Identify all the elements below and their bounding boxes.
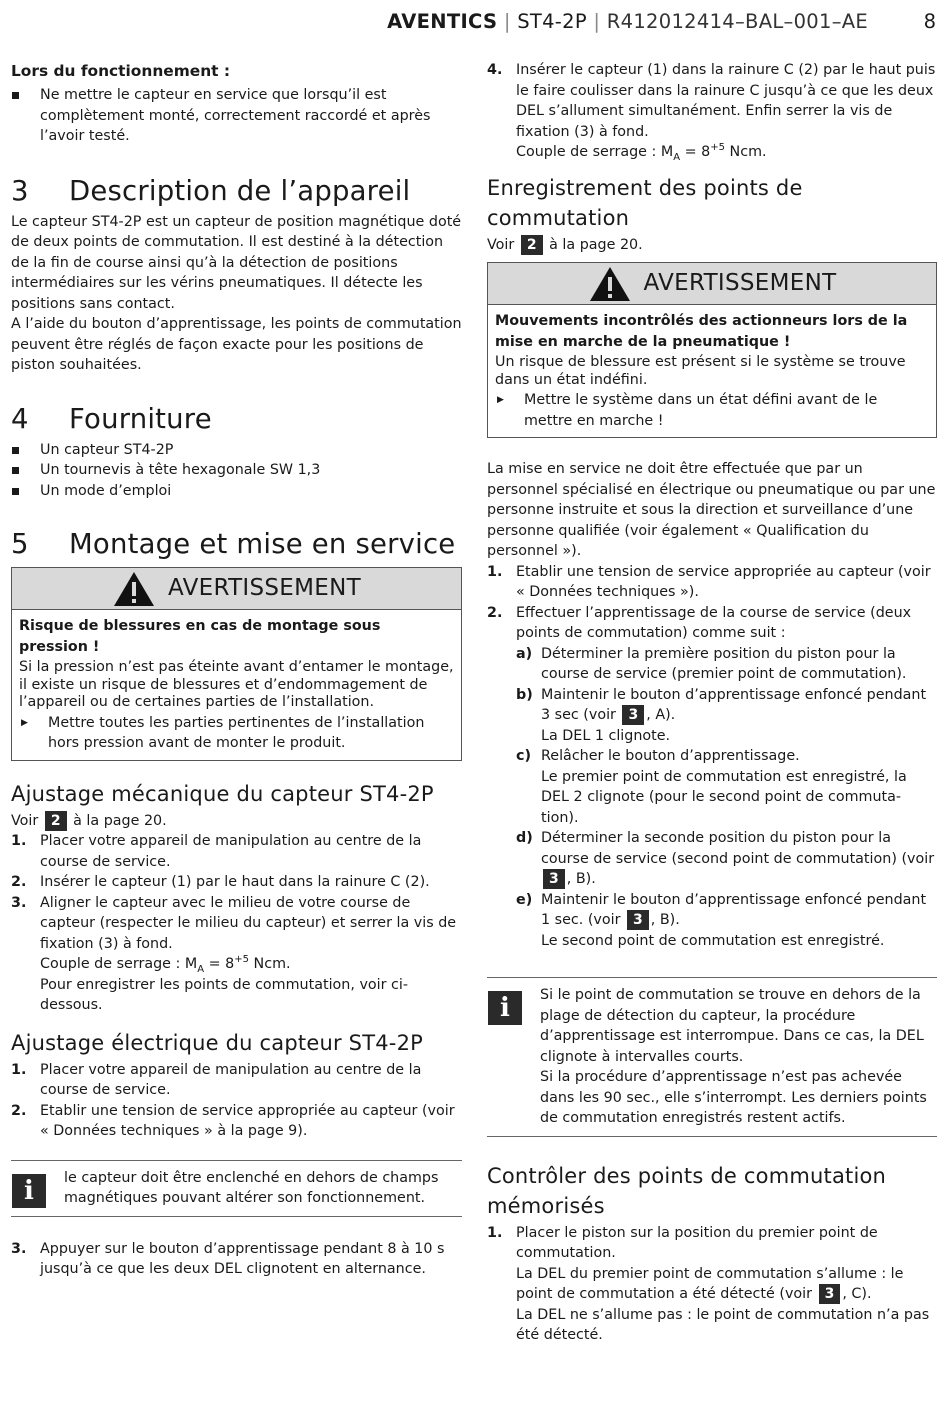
substep-text: Déterminer la seconde position du piston pour la course de service (second point de commutation) (voir bbox=[541, 830, 935, 867]
substep-text: Maintenir le bouton d’apprentissage enfoncé pendant 3 sec (voir bbox=[541, 686, 927, 723]
mech-see-figure bbox=[11, 811, 462, 832]
see-text: Voir bbox=[487, 236, 515, 253]
warning-consequence: Un risque de blessure est présent si le système se trouve dans un état indéfini. bbox=[495, 354, 906, 388]
mech-note: Pour enregistrer les points de commutation, voir ci-dessous. bbox=[40, 976, 409, 1013]
check-steps bbox=[487, 1223, 937, 1346]
step-text: Placer votre appareil de manipulation au centre de la course de service. bbox=[40, 833, 422, 870]
list-item bbox=[11, 1101, 462, 1142]
warning-box bbox=[487, 262, 937, 438]
elec-steps bbox=[11, 1060, 462, 1142]
header-separator: | bbox=[593, 10, 601, 33]
header-brand: AVENTICS bbox=[387, 10, 498, 33]
commissioning-steps bbox=[487, 562, 937, 952]
warning-hazard: Risque de blessures en cas de montage sous pression ! bbox=[19, 618, 381, 655]
list-item bbox=[11, 831, 462, 872]
step-text: Etablir une tension de service appropriée au capteur (voir « Données techniques » à la page 9). bbox=[40, 1102, 455, 1139]
page-number: 8 bbox=[923, 10, 936, 33]
substep-text: , B). bbox=[650, 912, 680, 928]
info-note bbox=[487, 977, 937, 1137]
torque-spec bbox=[40, 954, 462, 975]
substep-letter: e) bbox=[516, 891, 533, 908]
step-number: 4. bbox=[487, 62, 503, 78]
warning-header bbox=[12, 568, 461, 610]
substep-letter: d) bbox=[516, 830, 533, 846]
substep-result: Le second point de commutation est enregistré. bbox=[541, 932, 885, 949]
sec3-paragraph-1: Le capteur ST4-2P est un capteur de position magnétique doté de deux points de commutation. Il est destiné à la détection de la fin de course ainsi qu’à la détection de positions intermédiaires sur les vérins pneumatiques. Il détecte les positions sans contact. bbox=[11, 213, 462, 312]
section-title: Montage et mise en service bbox=[69, 528, 456, 560]
list-item bbox=[516, 644, 937, 685]
page-header bbox=[0, 8, 950, 34]
substep-text: Maintenir le bouton d’apprentissage enfoncé pendant 1 sec. (voir bbox=[541, 891, 927, 928]
list-item bbox=[516, 828, 937, 890]
step-text: Effectuer l’apprentissage de la course de service (deux points de commutation) comme suit : bbox=[516, 604, 912, 641]
substep-result: Le premier point de commutation est enregistré, la DEL 2 clignote (pour le second point de commuta-tion). bbox=[541, 768, 907, 826]
info-icon: i bbox=[488, 991, 522, 1025]
step-text: Insérer le capteur (1) par le haut dans la rainure C (2). bbox=[40, 874, 430, 890]
section-5-heading bbox=[11, 527, 462, 561]
warning-action: ▶ Mettre le système dans un état défini avant de le mettre en marche ! bbox=[495, 390, 929, 431]
step-text: Placer le piston sur la position du premier point de commutation. bbox=[516, 1224, 878, 1261]
mech-adjust-heading: Ajustage mécanique du capteur ST4-2P bbox=[11, 781, 434, 806]
step-text: Aligner le capteur avec le milieu de votre course de capteur (respecter le milieu du capteur) et serrer la vis de fixation (3) à fond. bbox=[40, 894, 457, 952]
registration-see-figure bbox=[487, 235, 937, 256]
check-result bbox=[516, 1264, 937, 1305]
teach-substeps bbox=[516, 644, 937, 952]
torque-superscript: +5 bbox=[710, 142, 725, 153]
list-item: Ne mettre le capteur en service que lorsqu’il est complètement monté, correctement raccordé et après l’avoir testé. bbox=[11, 85, 462, 147]
list-item bbox=[11, 893, 462, 1016]
substep-text: Relâcher le bouton d’apprentissage. bbox=[541, 748, 800, 764]
list-item bbox=[487, 1223, 937, 1346]
torque-text: Couple de serrage : M bbox=[40, 956, 198, 972]
info-icon: i bbox=[12, 1174, 46, 1208]
torque-text: = 8 bbox=[680, 144, 711, 160]
warning-triangle-icon bbox=[588, 265, 632, 303]
step-number: 3. bbox=[11, 894, 27, 911]
list-item: Un capteur ST4-2P bbox=[11, 440, 462, 461]
warning-consequence: Si la pression n’est pas éteinte avant d’entamer le montage, il existe un risque de blessures et d’endommagement de l’appareil ou de certaines parties de l’installation. bbox=[19, 659, 454, 710]
substep-text: Déterminer la première position du piston pour la course de service (premier point de commutation). bbox=[541, 645, 907, 682]
warning-triangle-icon bbox=[112, 570, 156, 608]
registration-heading: Enregistrement des points de commutation bbox=[487, 175, 803, 230]
section-4-heading bbox=[11, 402, 462, 436]
warning-actions bbox=[19, 713, 454, 754]
mech-steps bbox=[11, 831, 462, 1016]
section-3-heading bbox=[11, 174, 462, 208]
see-text: à la page 20. bbox=[549, 236, 643, 253]
torque-subscript: A bbox=[673, 152, 681, 163]
warning-box bbox=[11, 567, 462, 761]
step-number: 2. bbox=[11, 874, 27, 890]
elec-steps-continued bbox=[11, 1239, 462, 1280]
step-text: Etablir une tension de service appropriée au capteur (voir « Données techniques »). bbox=[516, 563, 931, 600]
header-separator: | bbox=[503, 10, 511, 33]
step-number: 2. bbox=[487, 604, 503, 621]
warning-title: AVERTISSEMENT bbox=[168, 575, 361, 602]
figure-ref-badge: 3 bbox=[543, 869, 565, 889]
substep-text: , A). bbox=[646, 707, 676, 723]
warning-title: AVERTISSEMENT bbox=[643, 270, 837, 297]
step-number: 1. bbox=[11, 1061, 27, 1078]
info-text: le capteur doit être enclenché en dehors de champs magnétiques pouvant altérer son fonctionnement. bbox=[64, 1169, 439, 1206]
list-item bbox=[516, 890, 937, 952]
substep-letter: c) bbox=[516, 748, 532, 764]
list-item bbox=[487, 562, 937, 603]
right-column bbox=[487, 60, 937, 1346]
header-product: ST4-2P bbox=[517, 10, 587, 33]
step-number: 1. bbox=[11, 833, 27, 849]
figure-ref-badge: 2 bbox=[521, 235, 543, 255]
list-item bbox=[11, 1239, 462, 1280]
section-number: 3 bbox=[11, 174, 29, 207]
step-text: Appuyer sur le bouton d’apprentissage pendant 8 à 10 s jusqu’à ce que les deux DEL clignotent en alternance. bbox=[40, 1240, 445, 1277]
torque-text: Ncm. bbox=[248, 956, 291, 972]
list-item: Un tournevis à tête hexagonale SW 1,3 bbox=[11, 460, 462, 481]
torque-text: Couple de serrage : M bbox=[516, 144, 674, 160]
figure-ref-badge: 2 bbox=[45, 811, 67, 831]
substep-letter: a) bbox=[516, 645, 533, 662]
elec-step-4 bbox=[487, 60, 937, 163]
see-text: Voir bbox=[11, 812, 39, 829]
delivery-list bbox=[11, 440, 462, 502]
torque-superscript: +5 bbox=[234, 954, 249, 965]
section-number: 4 bbox=[11, 402, 29, 435]
result-text: , C). bbox=[842, 1286, 872, 1302]
list-item bbox=[11, 1060, 462, 1101]
list-item bbox=[516, 746, 937, 828]
step-number: 1. bbox=[487, 563, 503, 580]
warning-header bbox=[488, 263, 936, 305]
list-item bbox=[11, 872, 462, 893]
header-doc-number: R412012414–BAL–001–AE bbox=[606, 10, 868, 33]
info-note bbox=[11, 1160, 462, 1217]
header-title bbox=[387, 10, 868, 34]
substep-text: , B). bbox=[566, 871, 596, 887]
figure-ref-badge: 3 bbox=[627, 910, 649, 930]
warning-action: ▶ Mettre toutes les parties pertinentes de l’installation hors pression avant de monter le produit. bbox=[19, 713, 454, 754]
list-item: Un mode d’emploi bbox=[11, 481, 462, 502]
section-title: Description de l’appareil bbox=[69, 174, 411, 207]
list-item bbox=[516, 685, 937, 747]
see-text: à la page 20. bbox=[73, 812, 167, 829]
sec3-paragraph-2: A l’aide du bouton d’apprentissage, les points de commutation peuvent être réglés de façon exacte pour les positions de piston souhaitées. bbox=[11, 316, 462, 373]
figure-ref-badge: 3 bbox=[622, 705, 644, 725]
elec-adjust-heading: Ajustage électrique du capteur ST4-2P bbox=[11, 1030, 423, 1055]
step-number: 3. bbox=[11, 1240, 27, 1257]
figure-ref-badge: 3 bbox=[819, 1284, 841, 1304]
list-item bbox=[487, 603, 937, 952]
warning-body bbox=[488, 305, 936, 437]
step-number: 2. bbox=[11, 1102, 27, 1119]
warning-actions bbox=[495, 390, 929, 431]
info-text: Si la procédure d’apprentissage n’est pas achevée dans les 90 sec., elle s’interrompt. Les derniers points de commutation enregistrés restent actifs. bbox=[540, 1069, 927, 1126]
operation-heading: Lors du fonctionnement : bbox=[11, 62, 231, 80]
warning-body bbox=[12, 610, 461, 760]
operation-list bbox=[11, 85, 462, 147]
commissioning-intro: La mise en service ne doit être effectuée que par un personnel spécialisé en électrique ou pneumatique ou par une personne instruite et sous la direction et surveillance d’une personne qualifiée (voir également « Qualification du personnel »). bbox=[487, 461, 936, 559]
warning-hazard: Mouvements incontrôlés des actionneurs lors de la mise en marche de la pneumatique ! bbox=[495, 313, 908, 350]
section-title: Fourniture bbox=[69, 402, 212, 435]
step-text: Placer votre appareil de manipulation au centre de la course de service. bbox=[40, 1061, 422, 1098]
substep-letter: b) bbox=[516, 686, 533, 703]
check-heading: Contrôler des points de commutation mémorisés bbox=[487, 1163, 887, 1218]
list-item bbox=[487, 60, 937, 163]
check-result: La DEL ne s’allume pas : le point de commutation n’a pas été détecté. bbox=[516, 1306, 930, 1343]
section-number: 5 bbox=[11, 528, 29, 560]
torque-spec bbox=[516, 142, 937, 163]
info-text: Si le point de commutation se trouve en dehors de la plage de détection du capteur, la procédure d’apprentissage est interrompue. Dans ce cas, la DEL clignote à intervalles courts. bbox=[540, 987, 924, 1065]
torque-subscript: A bbox=[197, 964, 205, 975]
torque-text: Ncm. bbox=[724, 144, 767, 160]
left-column bbox=[11, 60, 462, 1280]
substep-result: La DEL 1 clignote. bbox=[541, 727, 671, 744]
torque-text: = 8 bbox=[204, 956, 235, 972]
step-text: Insérer le capteur (1) dans la rainure C (2) par le haut puis le faire coulisser dans la rainure C jusqu’à ce que les deux DEL s’allument simultanément. Enfin serrer la vis de fixation (3) à fond. bbox=[516, 62, 936, 140]
result-text: La DEL du premier point de commutation s’allume : le point de commutation a été détecté (voir bbox=[516, 1265, 904, 1302]
step-number: 1. bbox=[487, 1224, 503, 1241]
